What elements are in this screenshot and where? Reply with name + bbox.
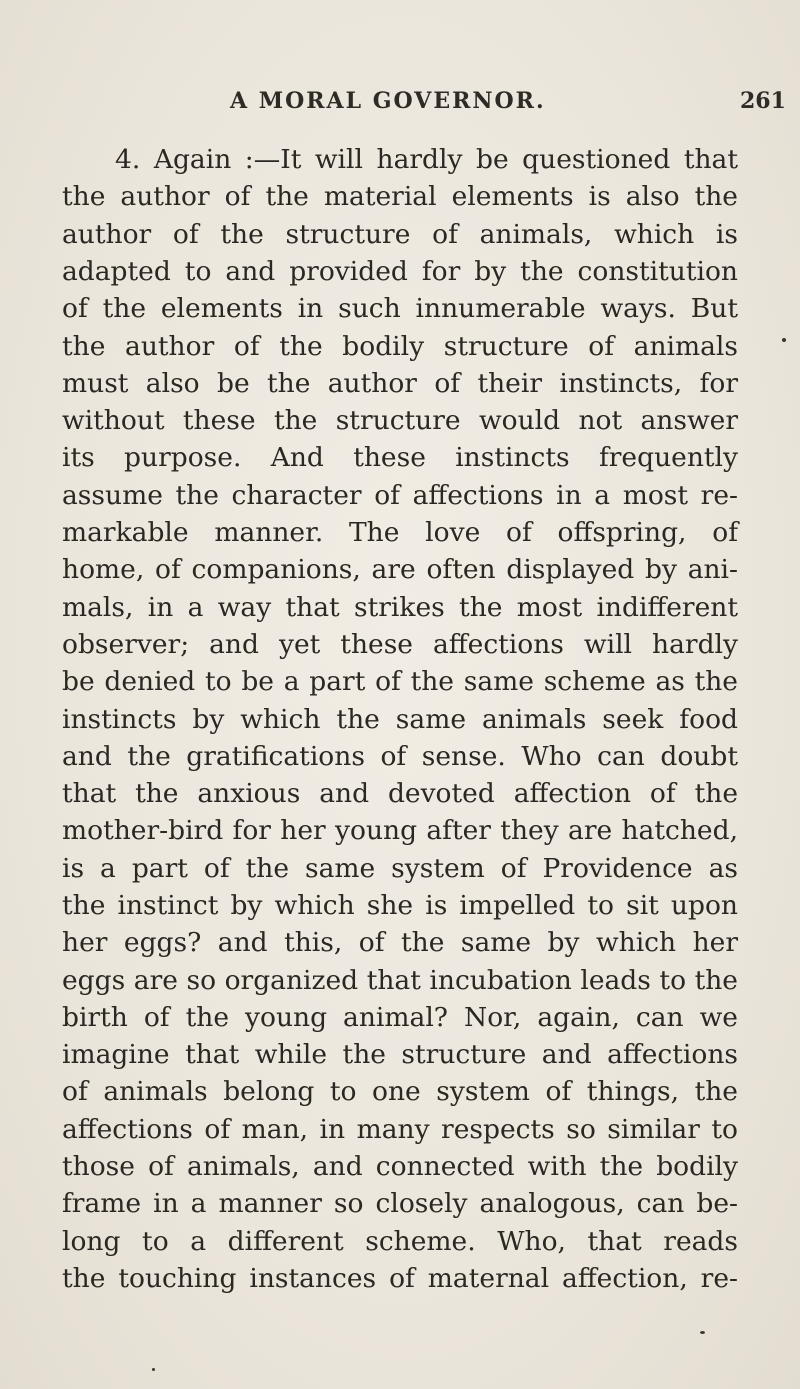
running-head xyxy=(0,88,800,118)
text-line: the instinct by which she is impelled to sit upon xyxy=(62,890,738,921)
text-line: author of the structure of animals, which is xyxy=(62,219,738,250)
text-line: the touching instances of maternal affection, re- xyxy=(62,1263,738,1294)
text-line: without these the structure would not answer xyxy=(62,405,738,436)
text-line: of animals belong to one system of things, the xyxy=(62,1076,738,1107)
text-line: mals, in a way that strikes the most indifferent xyxy=(62,592,738,623)
page-number: 261 xyxy=(740,88,786,114)
text-line: must also be the author of their instincts, for xyxy=(62,368,738,399)
text-line: observer; and yet these affections will hardly xyxy=(62,629,738,660)
ink-speck xyxy=(782,338,786,342)
text-line: the author of the material elements is also the xyxy=(62,181,738,212)
text-line: long to a different scheme. Who, that reads xyxy=(62,1226,738,1257)
text-line: be denied to be a part of the same scheme as the xyxy=(62,666,738,697)
text-line: frame in a manner so closely analogous, can be- xyxy=(62,1188,738,1219)
text-line: the author of the bodily structure of animals xyxy=(62,331,738,362)
text-line: affections of man, in many respects so similar to xyxy=(62,1114,738,1145)
text-line: and the gratifications of sense. Who can doubt xyxy=(62,741,738,772)
text-line: those of animals, and connected with the bodily xyxy=(62,1151,738,1182)
text-line: eggs are so organized that incubation leads to the xyxy=(62,965,738,996)
text-line: is a part of the same system of Providence as xyxy=(62,853,738,884)
text-line: adapted to and provided for by the constitution xyxy=(62,256,738,287)
text-line: birth of the young animal? Nor, again, can we xyxy=(62,1002,738,1033)
text-line: its purpose. And these instincts frequently xyxy=(62,442,738,473)
text-line: markable manner. The love of offspring, of xyxy=(62,517,738,548)
text-line: of the elements in such innumerable ways. But xyxy=(62,293,738,324)
text-line: mother-bird for her young after they are hatched, xyxy=(62,815,738,846)
ink-speck xyxy=(700,1331,705,1334)
text-line: that the anxious and devoted affection of the xyxy=(62,778,738,809)
text-line: instincts by which the same animals seek food xyxy=(62,704,738,735)
text-line: her eggs? and this, of the same by which her xyxy=(62,927,738,958)
text-line: home, of companions, are often displayed by ani- xyxy=(62,554,738,585)
running-title: A MORAL GOVERNOR. xyxy=(230,88,546,114)
text-line: assume the character of affections in a most re- xyxy=(62,480,738,511)
text-line: 4. Again :—It will hardly be questioned that xyxy=(115,144,738,175)
ink-speck xyxy=(152,1368,155,1371)
text-line: imagine that while the structure and affections xyxy=(62,1039,738,1070)
